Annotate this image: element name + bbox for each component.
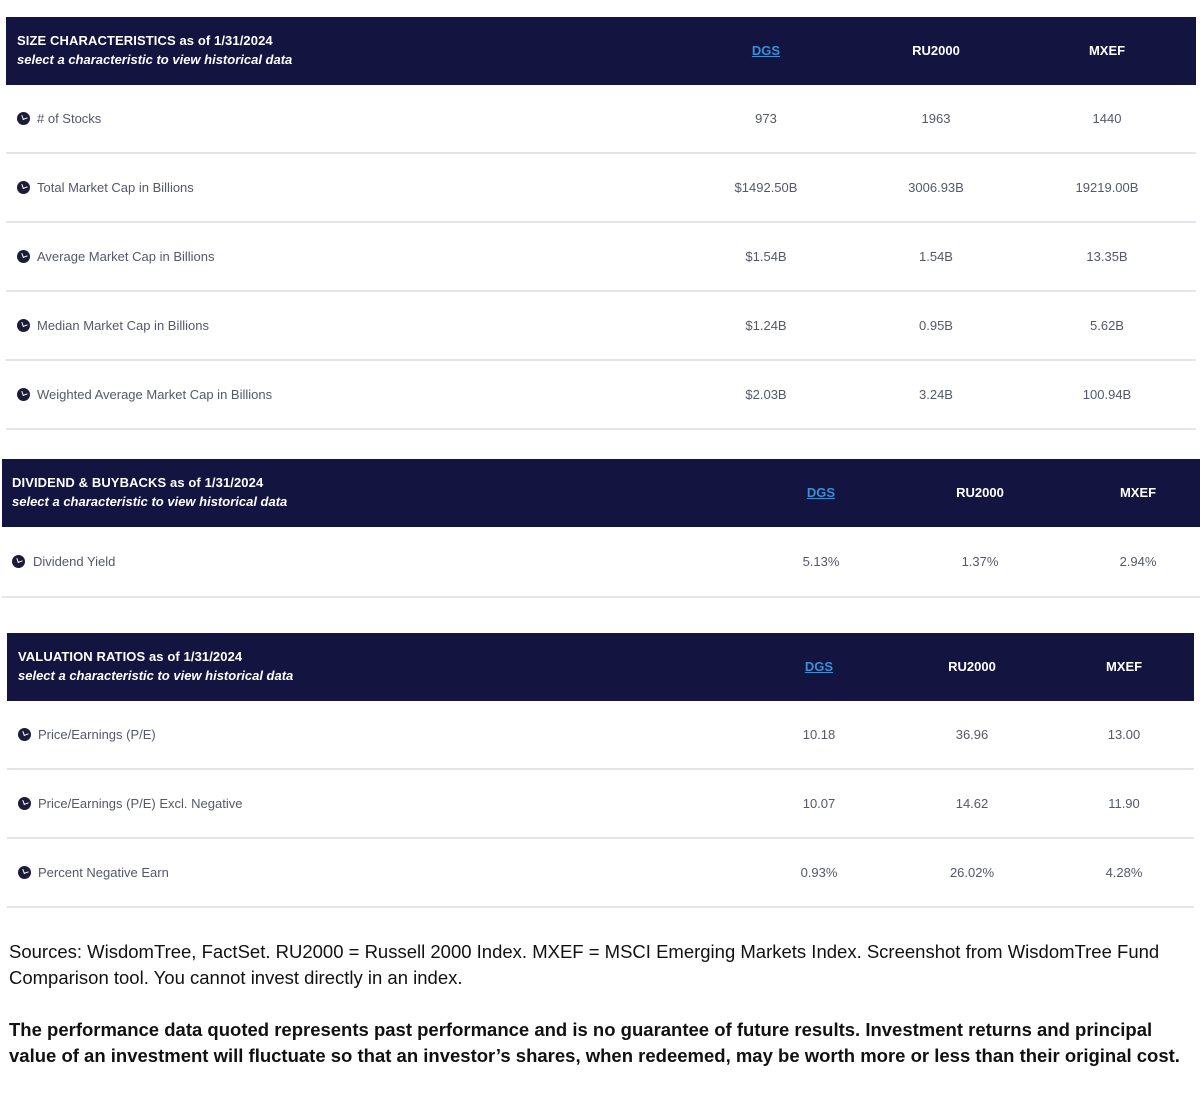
cell-ru2000: 26.02% [949,865,995,880]
size-table-header [6,17,1196,85]
column-header-mxef: MXEF [1088,43,1126,58]
clock-icon [17,181,30,194]
column-header-mxef: MXEF [1105,659,1143,674]
cell-mxef: 5.62B [1090,318,1124,333]
clock-icon [18,866,31,879]
cell-ru2000: 1.37% [961,554,999,569]
clock-icon [17,112,30,125]
cell-dgs: 5.13% [802,554,840,569]
clock-icon [12,555,25,568]
performance-disclaimer: The performance data quoted represents past performance and is no guarantee of future results. Investment returns and principal value of an investment will fluctuate so that an investor’s shares, when redeemed, may be worth more or less than their original cost. [9,1019,1180,1066]
dividend-table-title: DIVIDEND & BUYBACKS as of 1/31/2024 [12,475,264,490]
sources-note: Sources: WisdomTree, FactSet. RU2000 = Russell 2000 Index. MXEF = MSCI Emerging Markets Index. Screenshot from WisdomTree Fund Comparison tool. You cannot invest directly in an index. [9,941,1160,988]
table-row[interactable] [6,223,1196,292]
column-header-dgs[interactable]: DGS [751,43,781,58]
table-row[interactable] [6,85,1196,154]
dividend-buybacks-table [2,459,1200,598]
clock-icon [18,728,31,741]
row-label[interactable]: Percent Negative Earn [38,865,169,880]
cell-ru2000: 1963 [921,111,951,126]
cell-dgs: $1.24B [745,318,787,333]
cell-dgs: 0.93% [800,865,838,880]
cell-dgs: $1492.50B [734,180,798,195]
cell-dgs: $1.54B [745,249,787,264]
column-header-ru2000: RU2000 [912,43,960,58]
size-characteristics-table [6,17,1196,430]
cell-mxef: 19219.00B [1075,180,1139,195]
column-header-dgs[interactable]: DGS [806,485,836,500]
table-row[interactable] [2,527,1200,598]
cell-ru2000: 14.62 [955,796,989,811]
cell-mxef: 1440 [1092,111,1122,126]
cell-mxef: 2.94% [1119,554,1157,569]
clock-icon [18,797,31,810]
table-row[interactable] [6,154,1196,223]
row-label[interactable]: Average Market Cap in Billions [37,249,215,264]
table-row[interactable] [7,839,1194,908]
cell-mxef: 11.90 [1108,796,1140,811]
dividend-table-header [2,459,1200,527]
valuation-ratios-table [7,633,1194,908]
cell-ru2000: 36.96 [955,727,989,742]
size-table-subtitle: select a characteristic to view historical data [17,52,293,67]
cell-ru2000: 3006.93B [908,180,964,195]
column-header-ru2000: RU2000 [956,485,1004,500]
valuation-table-subtitle: select a characteristic to view historical data [18,668,294,683]
table-row[interactable] [7,701,1194,770]
table-row[interactable] [7,770,1194,839]
cell-dgs: $2.03B [745,387,787,402]
column-header-mxef: MXEF [1119,485,1157,500]
row-label[interactable]: # of Stocks [37,111,102,126]
clock-icon [17,250,30,263]
row-label[interactable]: Weighted Average Market Cap in Billions [37,387,273,402]
dividend-table-subtitle: select a characteristic to view historical data [12,494,288,509]
cell-mxef: 13.00 [1107,727,1141,742]
table-row[interactable] [6,361,1196,430]
clock-icon [17,388,30,401]
row-label[interactable]: Price/Earnings (P/E) Excl. Negative [38,796,243,811]
column-header-dgs[interactable]: DGS [804,659,834,674]
cell-dgs: 973 [755,111,777,126]
cell-ru2000: 0.95B [919,318,953,333]
table-row[interactable] [6,292,1196,361]
row-label[interactable]: Total Market Cap in Billions [37,180,194,195]
cell-ru2000: 1.54B [919,249,953,264]
valuation-table-header [7,633,1194,701]
row-label[interactable]: Dividend Yield [33,554,116,569]
cell-mxef: 13.35B [1086,249,1128,264]
clock-icon [17,319,30,332]
valuation-table-title: VALUATION RATIOS as of 1/31/2024 [18,649,243,664]
column-header-ru2000: RU2000 [948,659,996,674]
cell-dgs: 10.18 [802,727,836,742]
cell-mxef: 100.94B [1082,387,1132,402]
cell-ru2000: 3.24B [919,387,953,402]
row-label[interactable]: Price/Earnings (P/E) [38,727,156,742]
row-label[interactable]: Median Market Cap in Billions [37,318,209,333]
size-table-title: SIZE CHARACTERISTICS as of 1/31/2024 [17,33,273,48]
cell-mxef: 4.28% [1105,865,1143,880]
cell-dgs: 10.07 [802,796,836,811]
